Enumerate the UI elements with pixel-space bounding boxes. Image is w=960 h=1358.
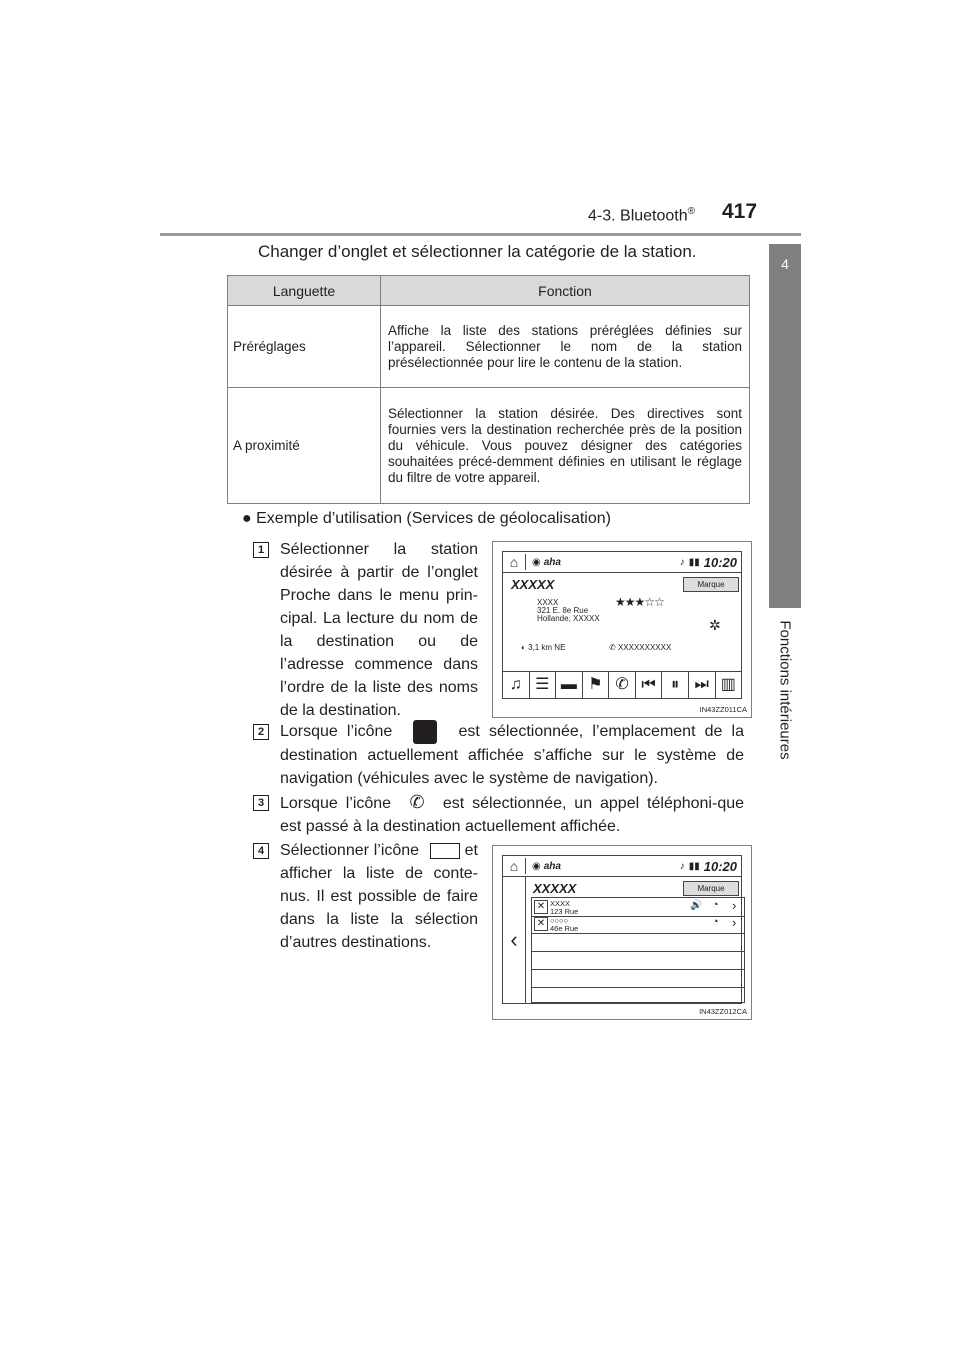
music-icon: ♪ xyxy=(679,556,685,568)
list-icon xyxy=(430,843,460,859)
step-number: 3 xyxy=(253,795,269,811)
table-cell-function: Affiche la liste des stations préréglées définies sur l’appareil. Sélectionner le nom de la station présélectionnée pour lire le contenu de la station. xyxy=(381,306,750,388)
compass-icon: ◐ xyxy=(521,643,526,652)
item-name: ○○○○ xyxy=(550,916,569,925)
list-item[interactable] xyxy=(531,915,745,934)
chapter-title: Fonctions intérieures xyxy=(776,620,794,760)
station-city: Hollande, XXXXX xyxy=(537,614,600,623)
step-number: 2 xyxy=(253,724,269,740)
phone-icon: ✆ xyxy=(609,643,616,652)
brand-button[interactable]: Marque xyxy=(683,881,739,896)
brand-button[interactable]: Marque xyxy=(683,577,739,592)
step-number: 1 xyxy=(253,542,269,558)
screen-2 xyxy=(492,845,752,1020)
example-heading: ● Exemple d’utilisation (Services de géolocalisation) xyxy=(242,510,611,527)
map-pin-icon xyxy=(413,720,437,744)
screen-1 xyxy=(492,541,752,718)
table-header-function: Fonction xyxy=(381,276,750,306)
app-logo-icon: ◉ xyxy=(532,860,541,872)
item-street: 123 Rue xyxy=(550,907,579,916)
table-row xyxy=(228,388,750,504)
next-icon[interactable]: ⏭ xyxy=(689,672,716,698)
control-bar xyxy=(503,671,741,698)
signal-icon: ▮▮ xyxy=(688,860,700,872)
phone-number: ✆ XXXXXXXXXX xyxy=(609,643,672,652)
star-filled-icon: ★ xyxy=(624,595,635,609)
list-item[interactable] xyxy=(531,987,745,1003)
table-cell-tab: Préréglages xyxy=(228,306,381,388)
status-bar xyxy=(503,856,741,877)
step-text: Lorsque l’icône ✆ est sélectionnée, un appel téléphoni-que est passé à la destination actuellement affichée. xyxy=(280,792,745,835)
star-filled-icon: ★ xyxy=(615,595,625,609)
phone-icon: ✆ xyxy=(409,792,425,812)
clock: 10:20 xyxy=(703,858,737,874)
app-name: aha xyxy=(543,860,561,872)
step-text: Sélectionner la station désirée à partir de l’onglet Proche dans le menu prin-cipal. La lecture du nom de la destination ou de l’adresse commence dans l’ordre de la liste des noms de la destination. xyxy=(280,541,478,719)
list-item[interactable] xyxy=(531,897,745,917)
star-empty-icon: ☆ xyxy=(644,595,655,609)
item-name: XXXX xyxy=(550,899,571,908)
station-title: XXXXX xyxy=(533,881,577,896)
list-item[interactable] xyxy=(531,969,745,988)
page-number: 417 xyxy=(722,200,758,223)
distance: ◐ 3,1 km NE xyxy=(521,643,566,652)
equalizer-icon[interactable]: ▥ xyxy=(720,676,736,693)
music-icon: ♪ xyxy=(679,860,685,872)
signal-icon: ▮▮ xyxy=(688,556,700,568)
close-icon[interactable]: ✕ xyxy=(534,917,548,931)
chevron-right-icon: › xyxy=(732,898,737,913)
station-title: XXXXX xyxy=(511,577,555,592)
chapter-tab: 4 xyxy=(769,244,801,608)
timer-icon: ◔ xyxy=(712,916,719,928)
music-icon[interactable]: ♫ xyxy=(503,672,530,698)
figure-code: IN43ZZ011CA xyxy=(699,705,747,714)
pause-icon[interactable]: ⏸ xyxy=(662,672,689,698)
step-text: Sélectionner l’icône et afficher la liste de conte-nus. Il est possible de faire dans la liste la sélection d’autres destinations. xyxy=(280,842,478,951)
station-info xyxy=(537,599,600,623)
app-logo-icon: ◉ xyxy=(532,556,541,568)
item-street: 46e Rue xyxy=(550,924,579,933)
rating-stars xyxy=(615,595,664,609)
speaker-icon: 🔊 xyxy=(690,900,703,911)
bullet-icon: ● xyxy=(242,510,252,527)
table-cell-tab: A proximité xyxy=(228,388,381,504)
section-title: 4-3. Bluetooth® xyxy=(588,206,695,225)
app-name: aha xyxy=(543,556,561,568)
table-row xyxy=(228,306,750,388)
back-icon[interactable]: ‹ xyxy=(503,877,526,1003)
function-table xyxy=(227,275,750,504)
phone-icon[interactable]: ✆ xyxy=(609,672,636,698)
intro-text: Changer d’onglet et sélectionner la catégorie de la station. xyxy=(258,242,697,261)
home-icon[interactable]: ⌂ xyxy=(503,554,526,570)
header-rule xyxy=(160,233,801,236)
timer-icon: ◔ xyxy=(712,899,719,911)
step-text: Lorsque l’icône est sélectionnée, l’emplacement de la destination actuellement affichée s’affiche sur le système de navigation (véhicules avec le système de navigation). xyxy=(280,720,744,790)
map-pin-icon[interactable]: ⚑ xyxy=(583,672,610,698)
figure-code: IN43ZZ012CA xyxy=(699,1007,747,1016)
table-cell-function: Sélectionner la station désirée. Des directives sont fournies vers la destination recherchée près de la position du véhicule. Vous pouvez désigner des catégories souhaitées précé-demment définies en utilisant le réglage du filtre de votre appareil. xyxy=(381,388,750,504)
status-bar xyxy=(503,552,741,573)
loading-icon: ✲ xyxy=(709,617,721,633)
star-empty-icon: ☆ xyxy=(654,595,664,609)
chevron-right-icon: › xyxy=(732,915,737,930)
previous-icon[interactable]: ⏮ xyxy=(636,672,663,698)
table-header-tab: Languette xyxy=(228,276,381,306)
star-filled-icon: ★ xyxy=(634,595,645,609)
list-icon[interactable]: ☰ xyxy=(530,672,557,698)
station-street: 321 E. 8e Rue xyxy=(537,606,589,615)
close-icon[interactable]: ✕ xyxy=(534,900,548,914)
list-item[interactable] xyxy=(531,933,745,952)
folder-icon[interactable]: ▬ xyxy=(556,672,583,698)
list-item[interactable] xyxy=(531,951,745,970)
home-icon[interactable]: ⌂ xyxy=(503,858,526,874)
station-name: XXXX xyxy=(537,598,559,607)
step-number: 4 xyxy=(253,843,269,859)
clock: 10:20 xyxy=(703,554,737,570)
